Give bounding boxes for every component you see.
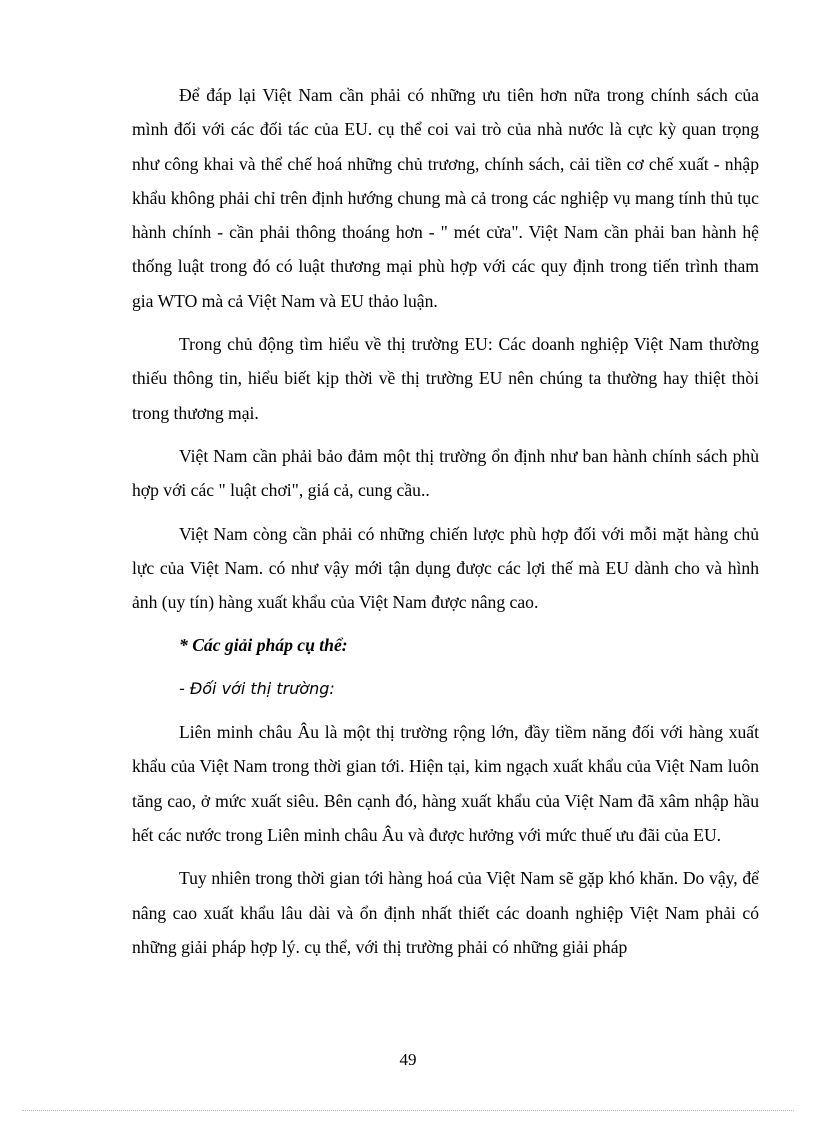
paragraph-eu-market: Liên minh châu Âu là một thị trường rộng lớn, đầy tiềm năng đối với hàng xuất khẩu của Việt Nam trong thời gian tới. Hiện tại, kim ngạch xuất khẩu của Việt Nam luôn tăng cao, ở mức xuất siêu. Bên cạnh đó, hàng xuất khẩu của Việt Nam đã xâm nhập hầu hết các nước trong Liên minh châu Âu và được hưởng với mức thuế ưu đãi của EU.: [132, 722, 759, 845]
paragraph-market-research: Trong chủ động tìm hiểu về thị trường EU: Các doanh nghiệp Việt Nam thường thiếu thông tin, hiểu biết kịp thời về thị trường EU nên chúng ta thường hay thiệt thòi trong thương mại.: [132, 334, 759, 423]
subheading-market: - Đối với thị trường:: [179, 678, 335, 698]
paragraph-policy-priorities: Để đáp lại Việt Nam cần phải có những ưu tiên hơn nữa trong chính sách của mình đối với các đối tác của EU. cụ thể coi vai trò của nhà nước là cực kỳ quan trọng như công khai và thể chế hoá những chủ trương, chính sách, cải tiền cơ chế xuất - nhập khẩu không phải chỉ trên định hướng chung mà cả trong các nghiệp vụ mang tính thủ tục hành chính - cần phải thông thoáng hơn - " mét cửa". Việt Nam cần phải ban hành hệ thống luật trong đó có luật thương mại phù hợp với các quy định trong tiến trình tham gia WTO mà cả Việt Nam và EU thảo luận.: [132, 85, 759, 311]
paragraph-future-challenges: Tuy nhiên trong thời gian tới hàng hoá của Việt Nam sẽ gặp khó khăn. Do vậy, để nâng cao xuất khẩu lâu dài và ổn định nhất thiết các doanh nghiệp Việt Nam phải có những giải pháp hợp lý. cụ thể, với thị trường phải có những giải pháp: [132, 868, 759, 957]
footer-divider: [22, 1110, 794, 1111]
page-number: 49: [399, 1050, 417, 1069]
heading-specific-solutions: * Các giải pháp cụ thể:: [179, 635, 348, 656]
document-body: [132, 78, 759, 973]
paragraph-stable-market: Việt Nam cần phải bảo đảm một thị trường ổn định như ban hành chính sách phù hợp với các " luật chơi", giá cả, cung cầu..: [132, 445, 759, 501]
paragraph-key-products-strategy: Việt Nam còng cần phải có những chiến lược phù hợp đối với mỗi mặt hàng chủ lực của Việt Nam. có như vậy mới tận dụng được các lợi thế mà EU dành cho và hình ảnh (uy tín) hàng xuất khẩu của Việt Nam được nâng cao.: [132, 523, 759, 613]
